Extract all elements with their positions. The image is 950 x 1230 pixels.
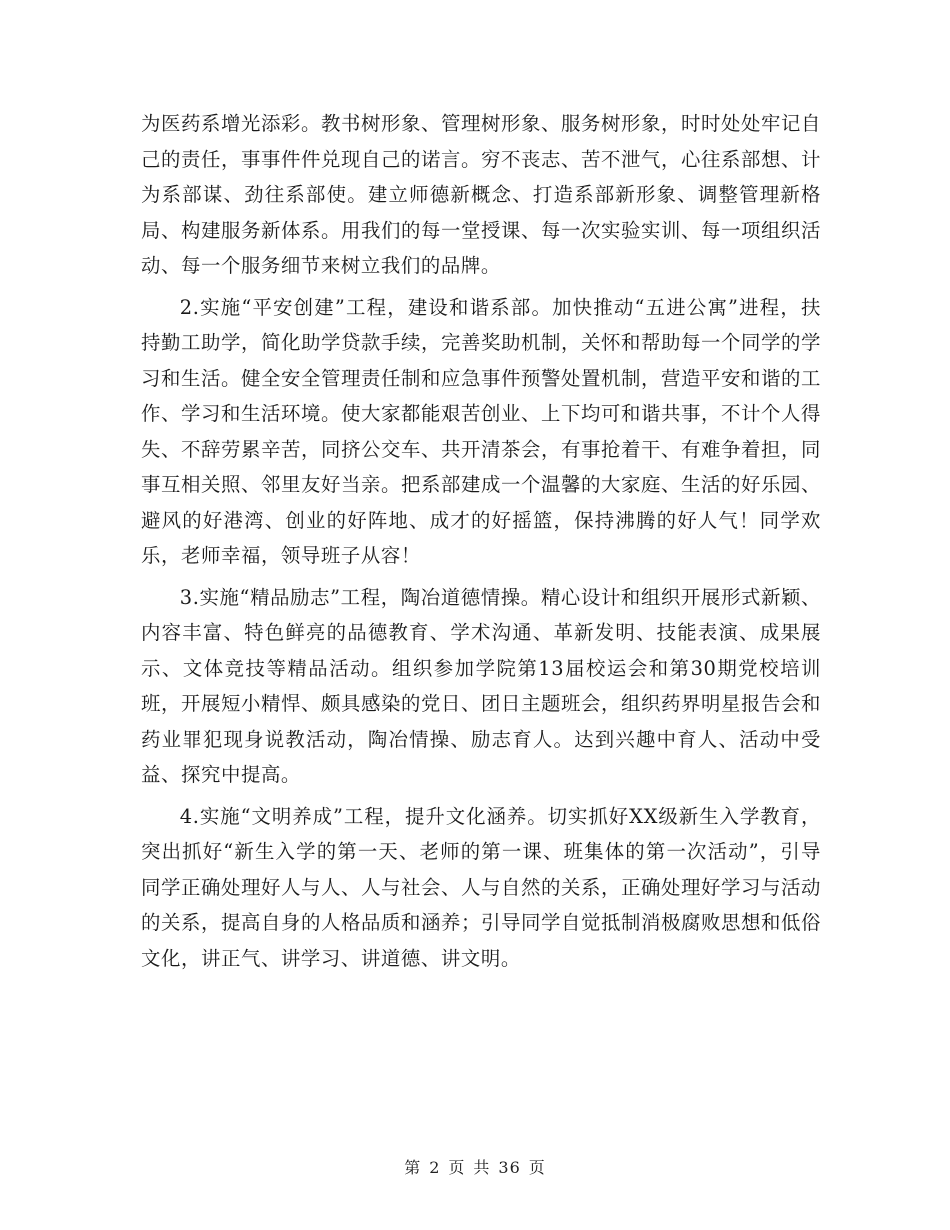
- paragraph-item-3: 3.实施“精品励志”工程，陶冶道德情操。精心设计和组织开展形式新颖、内容丰富、特色鲜亮的品德教育、学术沟通、革新发明、技能表演、成果展示、文体竞技等精品活动。组织参加学院第13届校运会和第30期党校培训班，开展短小精悍、颇具感染的党日、团日主题班会，组织药界明星报告会和药业罪犯现身说教活动，陶冶情操、励志育人。达到兴趣中育人、活动中受益、探究中提高。: [141, 585, 821, 786]
- paragraph-item-4: 4.实施“文明养成”工程，提升文化涵养。切实抓好XX级新生入学教育，突出抓好“新生入学的第一天、老师的第一课、班集体的第一次活动”，引导同学正确处理好人与人、人与社会、人与自然的关系，正确处理好学习与活动的关系，提高自身的人格品质和涵养；引导同学自觉抵制消极腐败思想和低俗文化，讲正气、讲学习、讲道德、讲文明。: [141, 804, 821, 970]
- current-page-number: 2: [429, 1158, 441, 1177]
- footer-total-word: 共: [473, 1158, 491, 1177]
- document-body: [141, 106, 821, 976]
- footer-suffix: 页: [528, 1158, 546, 1177]
- paragraph-continued: 为医药系增光添彩。教书树形象、管理树形象、服务树形象，时时处处牢记自己的责任，事事件件兑现自己的诺言。穷不丧志、苦不泄气，心往系部想、计为系部谋、劲往系部使。建立师德新概念、打造系部新形象、调整管理新格局、构建服务新体系。用我们的每一堂授课、每一次实验实训、每一项组织活动、每一个服务细节来树立我们的品牌。: [141, 112, 821, 277]
- paragraph-item-2: 2.实施“平安创建”工程，建设和谐系部。加快推动“五进公寓”进程，扶持勤工助学，简化助学贷款手续，完善奖助机制，关怀和帮助每一个同学的学习和生活。健全安全管理责任制和应急事件预警处置机制，营造平安和谐的工作、学习和生活环境。使大家都能艰苦创业、上下均可和谐共事，不计个人得失、不辞劳累辛苦，同挤公交车、共开清茶会，有事抢着干、有难争着担，同事互相关照、邻里友好当亲。把系部建成一个温馨的大家庭、生活的好乐园、避风的好港湾、创业的好阵地、成才的好摇篮，保持沸腾的好人气！同学欢乐，老师幸福，领导班子从容！: [141, 295, 821, 567]
- footer-page-word: 页: [448, 1158, 466, 1177]
- page-footer: [0, 1155, 950, 1178]
- footer-prefix: 第: [404, 1158, 422, 1177]
- total-page-count: 36: [498, 1158, 521, 1177]
